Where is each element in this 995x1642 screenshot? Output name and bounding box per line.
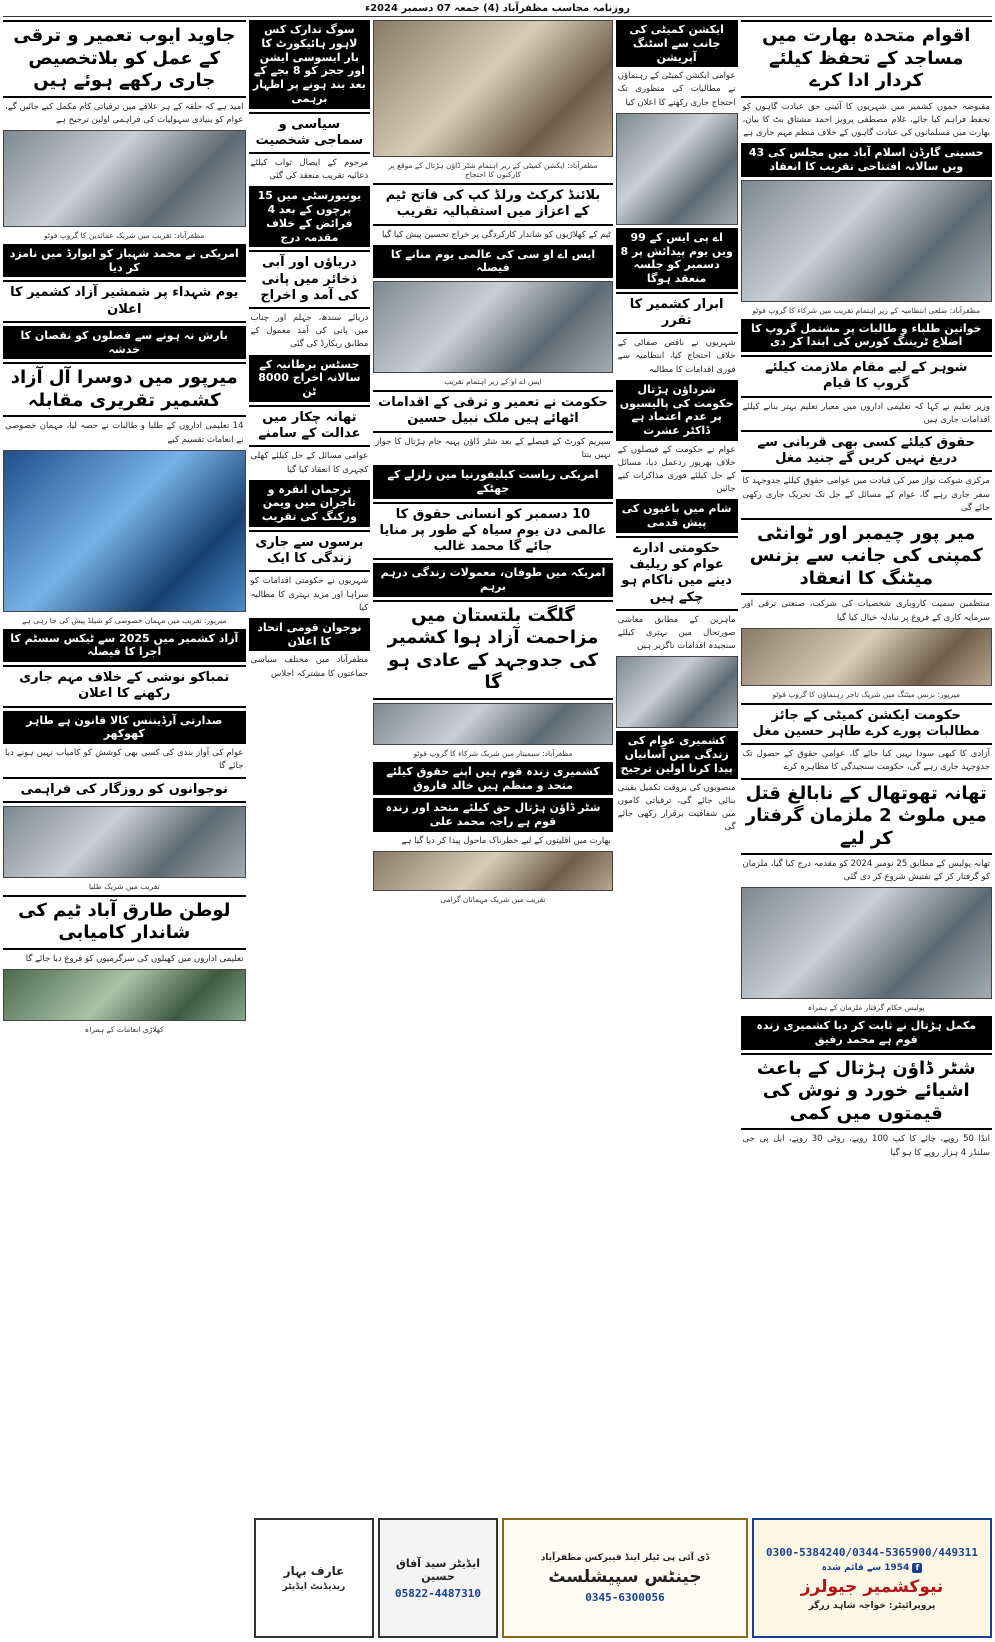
article-text: عوامی ایکشن کمیٹی کے رہنماؤں نے مطالبات کی منظوری تک احتجاج جاری رکھنے کا اعلان کیا	[617, 71, 736, 108]
ad-sub: ریذیڈنٹ ایڈیٹر	[282, 1582, 346, 1592]
headline-relief: حکومتی ادارے عوام کو ریلیف دینے میں ناکام ہو چکے ہیں	[616, 536, 738, 611]
article-text: عوام کی آواز بندی کی کسی بھی کوشش کو کامیاب نہیں ہونے دیا جائے گا	[5, 748, 244, 772]
photo-police	[741, 887, 992, 999]
headline-raja-ali: شٹر ڈاؤن ہڑتال حق کیلئے متحد اور زندہ قوم ہے راجہ محمد علی	[373, 798, 613, 832]
headline-human-rights-day: 10 دسمبر کو انسانی حقوق کا عالمی دن یوم سیاہ کے طور پر منایا جائے گا محمد غالب	[373, 502, 613, 561]
headline-tobacco: تمباکو نوشی کے خلاف مہم جاری رکھنے کا اعلان	[3, 665, 246, 708]
headline-shutdown: شرداؤن ہڑتال حکومت کی پالیسیوں پر عدم اعتماد ہے ڈاکٹر عشرت	[616, 380, 738, 441]
headline-tahir-mughal: حکومت ایکشن کمیٹی کے جائز مطالبات پورے کرے طاہر حسین مغل	[741, 703, 992, 746]
ad-name: جینٹس سپیشلسٹ	[548, 1566, 702, 1587]
photo-portrait	[616, 656, 738, 728]
headline-hussaini-garden: حسینی گارڈن اسلام آباد میں مجلس کی 43 ویں سالانہ افتتاحی تقریب کا انعقاد	[741, 143, 992, 177]
photo-caption: تقریب میں شریک مہمانان گرامی	[440, 894, 546, 904]
article-text: عوامی مسائل کے حل کیلئے کھلی کچہری کا انعقاد کیا گیا	[250, 451, 369, 475]
article-text: منصوبوں کی بروقت تکمیل یقینی بنائی جائے گی، ترقیاتی کاموں میں شفافیت برقرار رکھی جائے گی	[617, 782, 736, 833]
ad-name: عارف بہار	[283, 1564, 345, 1578]
photo-col2	[616, 113, 738, 225]
headline-tax-system: آزاد کشمیر میں 2025 سے ٹیکس سسٹم کا اجرا کا فیصلہ	[3, 629, 246, 663]
photo-caption: مظفرآباد: ایکشن کمیٹی کے زیر اہتمام شٹر ڈاؤن ہڑتال کے موقع پر کارکنوں کا احتجاج	[388, 161, 598, 179]
headline-saoc: ایس اے او سی کی عالمی یوم منانے کا فیصلہ	[373, 245, 613, 279]
article-text: 14 تعلیمی اداروں کے طلبا و طالبات نے حصہ لیا، مہمان خصوصی نے انعامات تقسیم کیے	[5, 421, 244, 445]
column-1	[741, 20, 992, 1640]
headline-award: امریکی نے محمد شہباز کو ایوارڈ میں نامزد کر دیا	[3, 244, 246, 278]
headline-women-working: ترجمان انقرہ و تاجران میں ویمن ورکنگ کی تقریب	[249, 480, 371, 527]
ad-phone: 0300-5384240/0344-5365900/449311	[766, 1545, 978, 1559]
article-text: آزادی کا کبھی سودا نہیں کیا جائے گا، عوامی حقوق کے حصول تک جدوجہد جاری رہے گی، حکومت سنجیدگی کا مظاہرہ کرے	[742, 749, 990, 773]
headline-syria: شام میں باغیوں کی پیش قدمی	[616, 499, 738, 533]
headline-ordinance: صدارتی آرڈیننس کالا قانون ہے طاہر کھوکھر	[3, 711, 246, 745]
photo-group	[741, 180, 992, 302]
headline-speech-contest: میرپور میں دوسرا آل آزاد کشمیر تقریری مقابلہ	[3, 362, 246, 417]
headline-appointment: ابرار کشمیر کا تقرر	[616, 292, 738, 335]
headline-blind-cricket: بلائنڈ کرکٹ ورلڈ کپ کی فاتح ٹیم کے اعزاز میں استقبالیہ تقریب	[373, 183, 613, 226]
article-text: سپریم کورٹ کے فیصلے کے بعد شٹر ڈاؤن پہیہ جام ہڑتال کا جواز نہیں بنتا	[375, 436, 611, 460]
article-text: تعلیمی اداروں میں کھیلوں کی سرگرمیوں کو فروغ دیا جائے گا	[25, 953, 244, 964]
article-text: وزیر تعلیم نے کہا کہ تعلیمی اداروں میں معیار تعلیم بہتر بنانے کیلئے اقدامات جاری ہیں	[742, 401, 990, 425]
article-text: مظفرآباد میں مختلف سیاسی جماعتوں کا مشترکہ اجلاس	[250, 655, 369, 679]
masthead: روزنامہ محاسب مظفرآباد (4) جمعہ 07 دسمبر 2024ء	[3, 0, 992, 17]
photo-caption: پولیس حکام گرفتار ملزمان کے ہمراہ	[807, 1003, 925, 1013]
article-text: ٹیم کے کھلاڑیوں کو شاندار کارکردگی پر خراج تحسین پیش کیا گیا	[381, 229, 611, 240]
headline-aps: اے پی ایس کے 99 ویں یوم پیدائش پر 8 دسمبر کو جلسہ منعقد ہوگا	[616, 228, 738, 289]
headline-university: یونیورسٹی میں 15 پرچوں کے بعد 4 فرائض کے خلاف مقدمہ درج	[249, 186, 371, 247]
headline-social-figure: سیاسی و سماجی شخصیت	[249, 112, 371, 155]
photo-seminar	[373, 703, 613, 745]
photo-caption: مظفرآباد: ضلعی انتظامیہ کے زیر اہتمام تقریب میں شرکاء کا گروپ فوٹو	[752, 305, 981, 315]
headline-prices: شٹر ڈاؤن ہڑتال کے باعث اشیائے خورد و نوش کی قیمتوں میں کمی	[741, 1053, 992, 1131]
headline-rivers: دریاؤں اور آبی ذخائر میں پانی کی آمد و اخراج	[249, 250, 371, 309]
headline-nabeel-hussain: حکومت نے تعمیر و ترقی کے اقدامات اٹھائے ہیں ملک نبیل حسین	[373, 390, 613, 433]
photo-caption: میرپور: بزنس میٹنگ میں شریک تاجر رہنماؤں کا گروپ فوٹو	[772, 689, 960, 699]
headline-martyrs: یوم شہداء پر شمشیر آزاد کشمیر کا اعلان	[3, 280, 246, 323]
advertisements	[3, 1518, 992, 1638]
ad-resident-editor	[254, 1518, 374, 1638]
article-text: ماہرین کے مطابق معاشی صورتحال میں بہتری کیلئے سنجیدہ اقدامات ناگزیر ہیں	[617, 614, 736, 652]
photo-players	[3, 969, 246, 1021]
photo-caption: تقریب میں شریک طلبا	[88, 881, 160, 891]
article-text: مرکزی شوکت نواز میر کی قیادت میں عوامی حقوق کیلئے جدوجہد کا سفر جاری رہے گا، عوام کے مسائل کے حل تک تحریک جاری رکھی جائے گی	[742, 476, 990, 513]
article-text: شہریوں نے حکومتی اقدامات کو سراہا اور مزید بہتری کا مطالبہ کیا	[250, 576, 369, 613]
ad-name: ایڈیٹر سید آفاق حسین	[396, 1556, 480, 1583]
headline-california: امریکی ریاست کیلیفورنیا میں زلزلے کے جھٹکے	[373, 465, 613, 499]
photo-shield	[3, 450, 246, 612]
headline-thana: تھانہ چکار میں عدالت کے سامنے	[249, 405, 371, 448]
column-3	[373, 20, 613, 1640]
photo-meeting	[741, 628, 992, 686]
headline-strike: مکمل ہڑتال نے ثابت کر دیا کشمیری زندہ قوم ہے محمد رفیق	[741, 1016, 992, 1050]
headline-youth: نوجوان قومی اتحاد کا اعلان	[249, 618, 371, 652]
ad-year: f 1954 سے قائم شدہ	[822, 1563, 923, 1573]
article-text: تھانہ پولیس کے مطابق 25 نومبر 2024 کو مقدمہ درج کیا گیا، ملزمان کو گرفتار کر کے تفتیش شروع کر دی گئی	[742, 859, 991, 883]
article-text: مرحوم کے ایصال ثواب کیلئے دعائیہ تقریب منعقد کی گئی	[250, 158, 369, 182]
photo-caption: مظفرآباد: سیمینار میں شریک شرکاء کا گروپ فوٹو	[413, 748, 573, 758]
headline-job-group: شوہر کے لیے مقام ملازمت کیلئے گروپ کا قیام	[741, 355, 992, 398]
headline-khalid-farooq: کشمیری زندہ قوم ہیں اپنے حقوق کیلئے متحد و منظم ہیں خالد فاروق	[373, 762, 613, 796]
headline-emission: جسٹس برطانیہ کے سالانہ اخراج 8000 ٹن	[249, 355, 371, 402]
ad-jewellers	[752, 1518, 992, 1638]
article-text: عوام نے حکومت کے فیصلوں کے خلاف بھرپور ردعمل دیا، مسائل کے حل کیلئے فوری مذاکرات کیے جائیں	[617, 444, 736, 495]
ad-sub: ڈی آئی پی ٹیلر اینڈ فیبرکس مظفرآباد	[540, 1552, 710, 1563]
photo-caption: میرپور: تقریب میں مہمان خصوصی کو شیلڈ پیش کی جا رہی ہے	[21, 615, 227, 625]
photo-students	[3, 806, 246, 878]
column-5	[3, 20, 246, 1640]
photo-caption: مظفرآباد: تقریب میں شریک عمائدین کا گروپ فوٹو	[44, 230, 205, 240]
ad-phone: 0345-6300056	[585, 1590, 665, 1604]
column-4	[249, 20, 371, 1640]
headline-arrests: تھانہ تھوتھال کے نابالغ قتل میں ملوث 2 ملزمان گرفتار کر لیے	[741, 778, 992, 856]
headline-un-mosques: اقوام متحدہ بھارت میں مساجد کے تحفظ کیلئے کردار ادا کرے	[741, 20, 992, 98]
article-text: منتظمین سمیت کاروباری شخصیات کی شرکت، صنعتی ترقی اور سرمایہ کاری کے فروغ پر تبادلہ خیال کیا گیا	[742, 599, 990, 623]
headline-lahore-bar: سوگ تدارک کس لاہور ہائیکورٹ کا بار ایسوسی ایشن اور ججز کو 8 بجے کے بعد بند ہونے پر اظہار برہمی	[249, 20, 371, 109]
article-text: مقبوضہ جموں کشمیر میں شہریوں کا آئینی حق عبادت گاہوں کو تحفظ فراہم کیا جائے، غلام مصطفی پرویز احمد مشتاق بٹ کا بیان، بھارت میں مسلمانوں کی عبادت گاہوں کے خلاف منظم مہم جاری ہے	[742, 101, 990, 138]
headline-tariq-abad: لوطن طارق آباد ٹیم کی شاندار کامیابی	[3, 895, 246, 950]
photo-rally	[373, 20, 613, 157]
ad-editor	[378, 1518, 498, 1638]
headline-action-committee: ایکشن کمیٹی کی جانب سے اسٹنگ آپریشن	[616, 20, 738, 67]
article-text: شہریوں نے ناقص صفائی کے خلاف احتجاج کیا، انتظامیہ سے فوری اقدامات کا مطالبہ	[617, 338, 736, 375]
column-2	[616, 20, 738, 1640]
ad-sub: پروپرائیٹر: خواجہ شاہد زرگر	[808, 1600, 936, 1611]
article-text: امید ہے کہ حلقہ کے ہر علاقے میں ترقیاتی کام مکمل کیے جائیں گے، عوام کو بنیادی سہولیات کی فراہمی اولین ترجیح ہے	[5, 101, 244, 125]
headline-business-meeting: میر پور چیمبر اور ٹوانٹی کمپنی کی جانب سے بزنس میٹنگ کا انعقاد	[741, 518, 992, 596]
headline-employment: نوجوانوں کو روزگار کی فراہمی	[3, 777, 246, 803]
facebook-icon: f	[912, 1563, 922, 1573]
headline-rain: بارش نہ ہونے سے فصلوں کو نقصان کا خدشہ	[3, 326, 246, 360]
headline-training-course: خواتین طلباء و طالبات پر مشتمل گروپ کا اضلاع ٹریننگ کورس کی ابتدا کر دی	[741, 319, 992, 353]
photo-dignitaries	[3, 130, 246, 227]
ad-phone: 05822-4487310	[394, 1586, 482, 1600]
headline-junaid-mughal: حقوق کیلئے کسی بھی قربانی سے دریغ نہیں کریں گے جنید مغل	[741, 430, 992, 473]
ad-tailor	[502, 1518, 748, 1638]
headline-us-storm: امریکہ میں طوفان، معمولات زندگی درہم برہم	[373, 563, 613, 597]
article-text: دریائے سندھ، جہلم اور چناب میں پانی کی آمد معمول کے مطابق ریکارڈ کی گئی	[250, 313, 369, 350]
headline-gilgit: گلگت بلتستان میں مزاحمت آزاد ہوا کشمیر کی جدوجہد کے عادی ہو گا	[373, 600, 613, 700]
headline-ease: کشمیری عوام کی زندگی میں آسانیاں پیدا کرنا اولین ترجیح	[616, 731, 738, 778]
photo-caption: ایس اے او کے زیر اہتمام تقریب	[444, 377, 542, 387]
ad-name: نیوکشمیر جیولرز	[800, 1576, 944, 1597]
headline-javed-ayub: جاوید ایوب تعمیر و ترقی کے عمل کو بلاتخصیص جاری رکھے ہوئے ہیں	[3, 20, 246, 98]
photo-event	[373, 851, 613, 891]
headline-years: برسوں سے جاری زندگی کا ایک	[249, 530, 371, 573]
photo-caption: کھلاڑی انعامات کے ہمراہ	[84, 1024, 164, 1034]
article-text: انڈا 50 روپے، چائے کا کپ 100 روپے، روٹی 30 روپے، ایل پی جی سلنڈر 4 ہزار روپے کا ہو گیا	[742, 1134, 990, 1158]
photo-shops	[373, 281, 613, 373]
article-text: بھارت میں اقلیتوں کے لیے خطرناک ماحول پیدا کر دیا گیا ہے	[401, 835, 611, 846]
